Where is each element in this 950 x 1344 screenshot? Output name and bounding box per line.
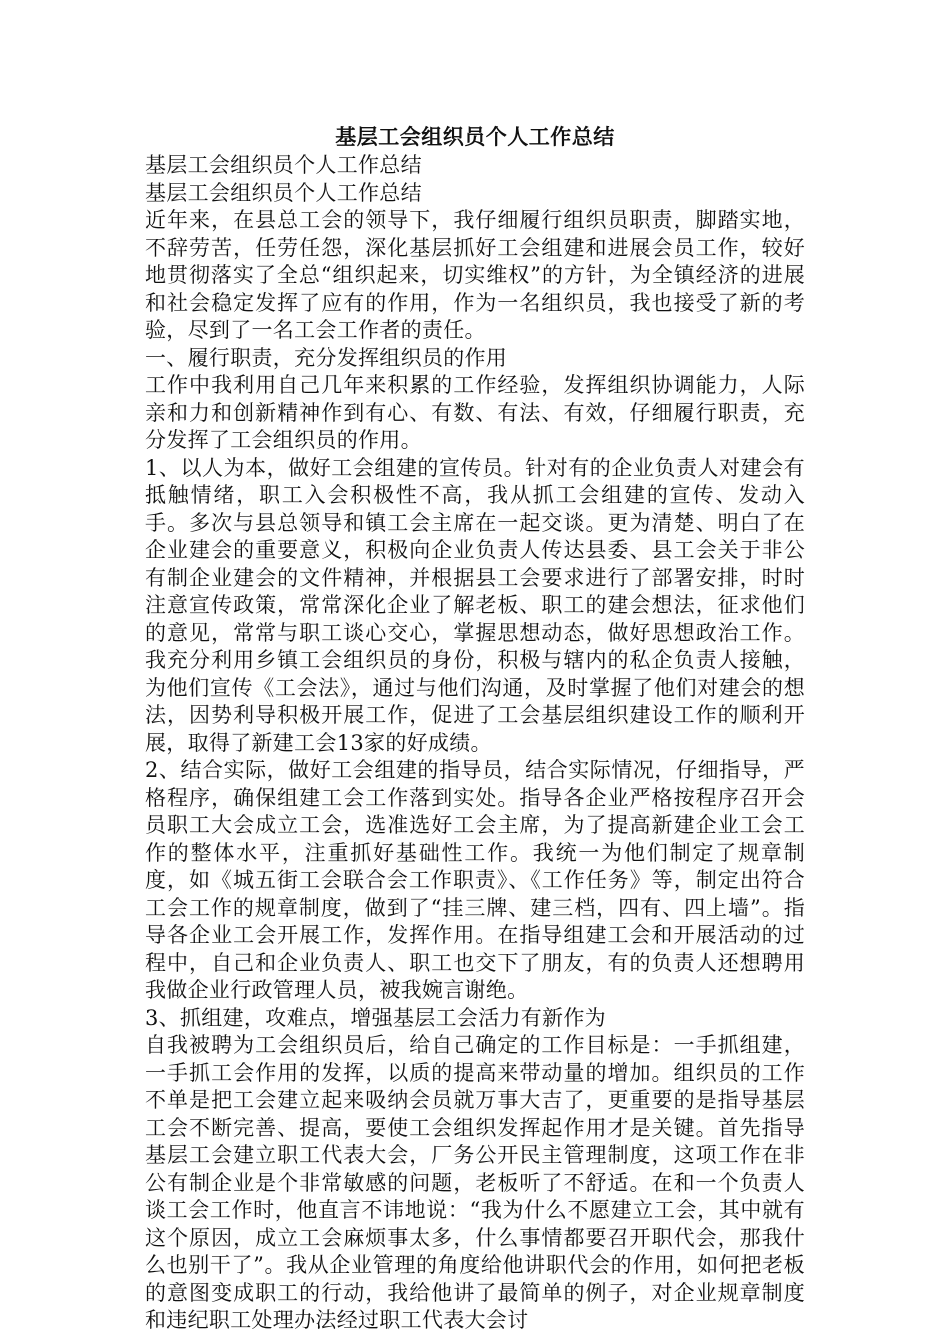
document-page (145, 120, 805, 1335)
document-title: 基层工会组织员个人工作总结 (335, 124, 615, 149)
paragraph-item-2: 2、结合实际，做好工会组建的指导员，结合实际情况，仔细指导，严格程序，确保组建工会工作落到实处。指导各企业严格按程序召开会员职工大会成立工会，选准选好工会主席，为了提高新建企业工会工作的整体水平，注重抓好基础性工作。我统一为他们制定了规章制度，如《城五街工会联合会工作职责》、《工作任务》等，制定出符合工会工作的规章制度，做到了“挂三牌、建三档，四有、四上墙”。指导各企业工会开展工作，发挥作用。在指导组建工会和开展活动的过程中，自己和企业负责人、职工也交下了朋友，有的负责人还想聘用我做企业行政管理人员，被我婉言谢绝。 (145, 758, 805, 1002)
paragraph-subtitle-1: 基层工会组织员个人工作总结 (145, 153, 422, 177)
section-heading-3: 3、抓组建，攻难点，增强基层工会活力有新作为 (145, 1005, 606, 1030)
paragraph-section-3: 自我被聘为工会组织员后，给自己确定的工作目标是：一手抓组建，一手抓工会作用的发挥，以质的提高来带动量的增加。组织员的工作不单是把工会建立起来吸纳会员就万事大吉了，更重要的是指导基层工会不断完善、提高，要使工会组织发挥起作用才是关键。首先指导基层工会建立职工代表大会，厂务公开民主管理制度，这项工作在非公有制企业是个非常敏感的问题，老板听了不舒适。在和一个负责人谈工会工作时，他直言不讳地说：“我为什么不愿建立工会，其中就有这个原因，成立工会麻烦事太多，什么事情都要召开职代会，那我什么也别干了”。我从企业管理的角度给他讲职代会的作用，如何把老板的意图变成职工的行动，我给他讲了最简单的例子，对企业规章制度和违纪职工处理办法经过职工代表大会讨 (145, 1033, 805, 1332)
paragraph-section-1: 工作中我利用自己几年来积累的工作经验，发挥组织协调能力，人际亲和力和创新精神作到有心、有数、有法、有效，仔细履行职责，充分发挥了工会组织员的作用。 (145, 373, 805, 452)
paragraph-intro: 近年来，在县总工会的领导下，我仔细履行组织员职责，脚踏实地，不辞劳苦，任劳任怨，深化基层抓好工会组建和进展会员工作，较好地贯彻落实了全总“组织起来，切实维权”的方针，为全镇经济的进展和社会稳定发挥了应有的作用，作为一名组织员，我也接受了新的考验，尽到了一名工会工作者的责任。 (145, 208, 805, 342)
section-heading-1: 一、履行职责，充分发挥组织员的作用 (145, 345, 508, 370)
paragraph-subtitle-2: 基层工会组织员个人工作总结 (145, 180, 422, 205)
paragraph-item-1: 1、以人为本，做好工会组建的宣传员。针对有的企业负责人对建会有抵触情绪，职工入会积极性不高，我从抓工会组建的宣传、发动入手。多次与县总领导和镇工会主席在一起交谈。更为清楚、明白了在企业建会的重要意义，积极向企业负责人传达县委、县工会关于非公有制企业建会的文件精神，并根据县工会要求进行了部署安排，时时注意宣传政策，常常深化企业了解老板、职工的建会想法，征求他们的意见，常常与职工谈心交心，掌握思想动态，做好思想政治工作。我充分利用乡镇工会组织员的身份，积极与辖内的私企负责人接触，为他们宣传《工会法》，通过与他们沟通，及时掌握了他们对建会的想法，因势利导积极开展工作，促进了工会基层组织建设工作的顺利开展，取得了新建工会13家的好成绩。 (145, 455, 805, 755)
